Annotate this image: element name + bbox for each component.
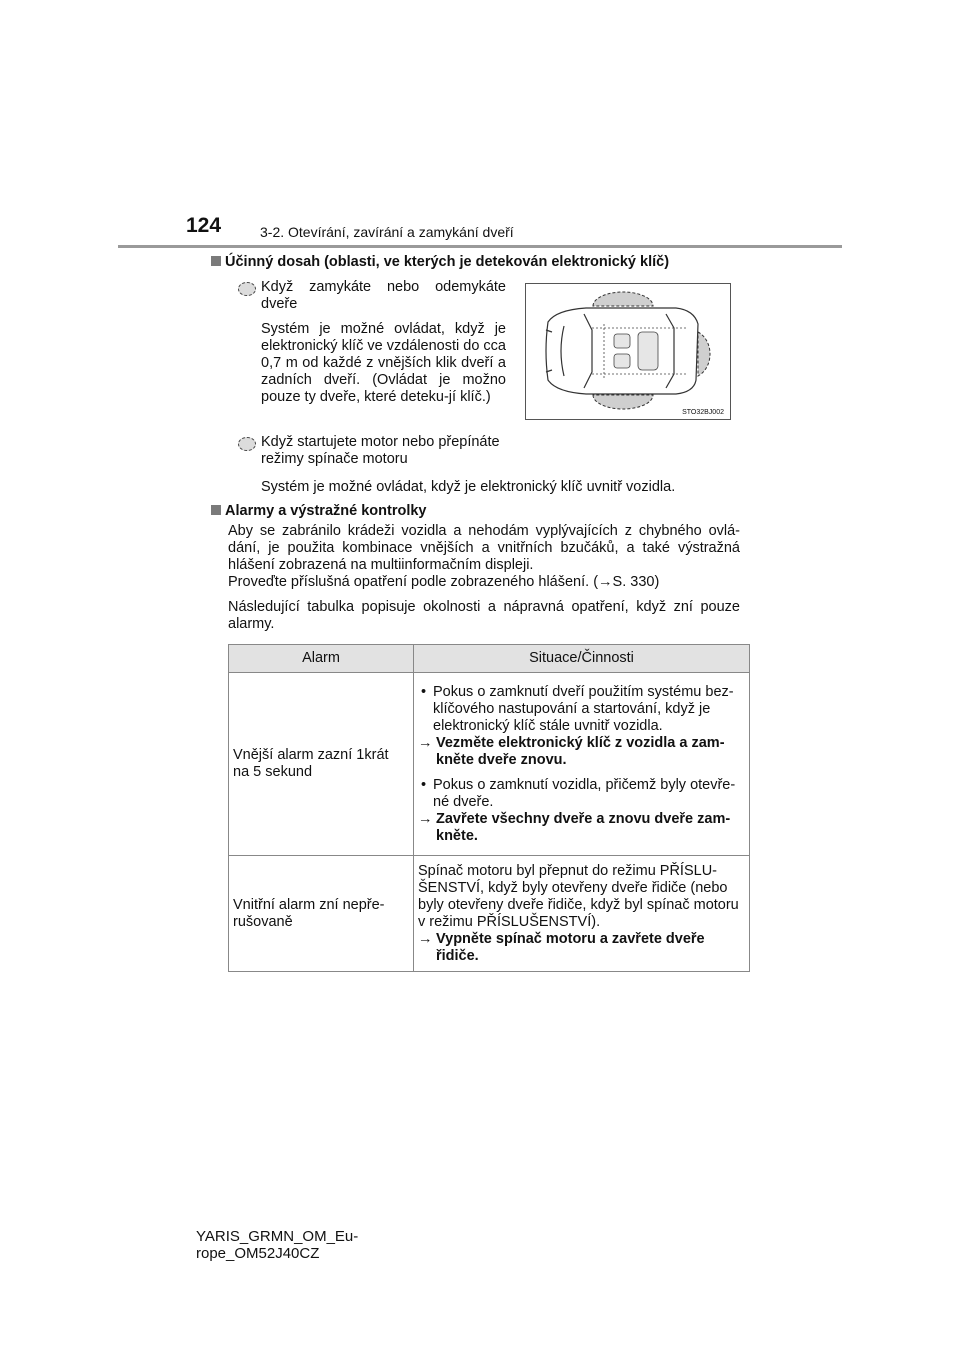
table-row bbox=[229, 673, 750, 856]
page-number: 124 bbox=[186, 214, 222, 237]
footer-doc-code: YARIS_GRMN_OM_Eu- rope_OM52J40CZ bbox=[196, 1228, 359, 1262]
action-item: → Zavřete všechny dveře a znovu dveře zam-kněte. bbox=[418, 810, 731, 844]
item2-title: Když startujete motor nebo přepínáte režimy spínače motoru bbox=[261, 434, 500, 467]
square-bullet-icon bbox=[211, 256, 221, 266]
item2-text: Systém je možné ovládat, když je elektronický klíč uvnitř vozidla. bbox=[261, 479, 676, 495]
figure-code: STO32BJ002 bbox=[682, 409, 724, 416]
bullet-item: • Pokus o zamknutí dveří použitím systému bez-klíčového nastupování a startování, když je elektronický klíč stále uvnitř vozidla. bbox=[421, 683, 734, 734]
dashed-oval-icon bbox=[238, 282, 256, 296]
car-top-view-illustration bbox=[526, 284, 730, 419]
action-item: → Vypněte spínač motoru a zavřete dveře řidiče. bbox=[418, 930, 705, 964]
column-header-situation: Situace/Činnosti bbox=[414, 645, 750, 673]
action-item: → Vezměte elektronický klíč z vozidla a zam-kněte dveře znovu. bbox=[418, 734, 725, 768]
chapter-title: 3-2. Otevírání, zavírání a zamykání dveří bbox=[260, 224, 514, 240]
header-rule bbox=[118, 245, 842, 248]
item1-text: Systém je možné ovládat, když je elektronický klíč ve vzdálenosti do cca 0,7 m od každé z vnějších klik dveří a zadních dveří. (Ovládat je možno pouze ty dveře, které deteku-jí klíč.) bbox=[261, 321, 506, 405]
column-header-alarm: Alarm bbox=[229, 645, 414, 673]
section-title-range: Účinný dosah (oblasti, ve kterých je detekován elektronický klíč) bbox=[211, 254, 669, 270]
alarm-cell: Vnější alarm zazní 1krát na 5 sekund bbox=[229, 673, 414, 856]
alarm-table bbox=[228, 644, 750, 972]
table-row bbox=[229, 856, 750, 972]
situation-cell bbox=[414, 673, 750, 856]
dashed-oval-icon bbox=[238, 437, 256, 451]
item1-title: Když zamykáte nebo odemykáte dveře bbox=[261, 279, 506, 312]
alarms-paragraph-reference: Proveďte příslušná opatření podle zobrazeného hlášení. (→S. 330) bbox=[228, 574, 660, 590]
alarms-paragraph: Aby se zabránilo krádeži vozidla a nehodám vyplývajících z chybného ovlá-dání, je použita kombinace vnějších a vnitřních bzučáků, a také výstražná hlášení zobrazená na multiinformačním displeji. bbox=[228, 523, 740, 573]
bullet-item: • Pokus o zamknutí vozidla, přičemž byly otevře-né dveře. bbox=[421, 776, 736, 810]
situation-cell: Spínač motoru byl přepnut do režimu PŘÍSLU-ŠENSTVÍ, když byly otevřeny dveře řidiče (nebo byly otevřeny dveře řidiče, když byl spínač motoru v režimu PŘÍSLUŠENSTVÍ). → Vypněte spínač motoru a zavřete dveře řidiče. bbox=[414, 856, 750, 972]
range-figure bbox=[525, 283, 731, 420]
table-header-row bbox=[229, 645, 750, 673]
alarm-cell: Vnitřní alarm zní nepře-rušovaně bbox=[229, 856, 414, 972]
square-bullet-icon bbox=[211, 505, 221, 515]
section-title-alarms: Alarmy a výstražné kontrolky bbox=[211, 503, 426, 519]
table-intro: Následující tabulka popisuje okolnosti a nápravná opatření, když zní pouze alarmy. bbox=[228, 599, 740, 632]
